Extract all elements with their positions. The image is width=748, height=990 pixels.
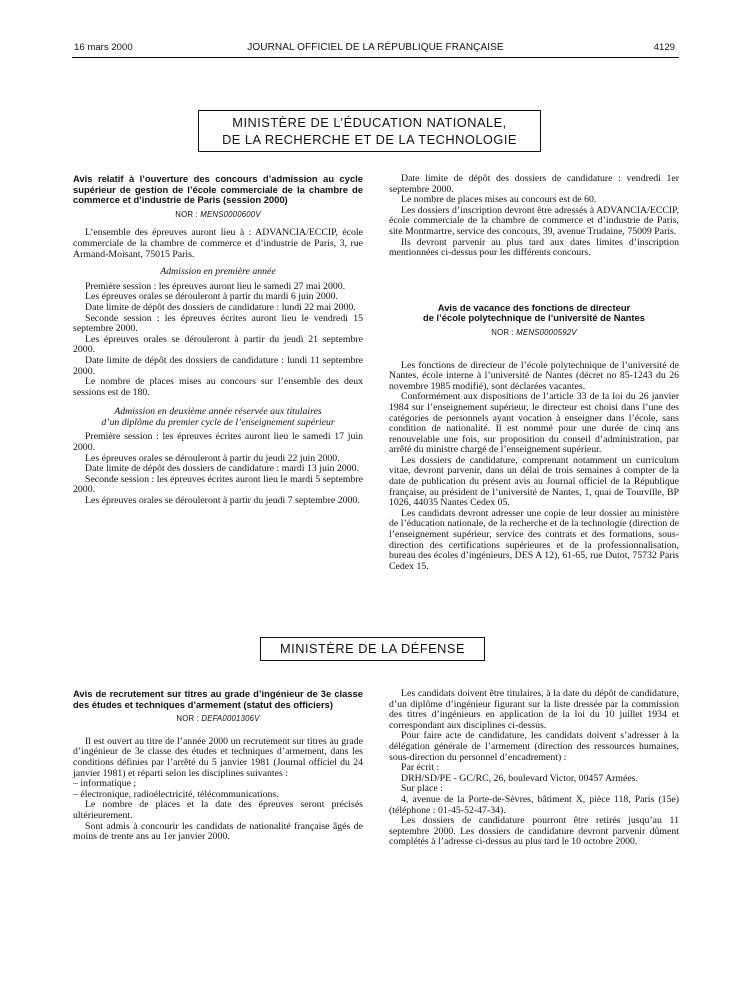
paragraph: Sur place : (401, 783, 443, 795)
paragraph: Sont admis à concourir les candidats de nationalité française âgés de moins de trente ans au 1er janvier 2000. (73, 820, 363, 843)
paragraph: Première session : les épreuves écrites auront lieu le samedi 17 juin 2000. (73, 431, 363, 454)
paragraph: 4, avenue de la Porte-de-Sèvres, bâtiment X, pièce 118, Paris (15e) (téléphone : 01-45-52-47-34). (389, 793, 679, 816)
header-journal-title: JOURNAL OFFICIEL DE LA RÉPUBLIQUE FRANÇAISE (247, 42, 504, 53)
paragraph: Les épreuves orales se dérouleront à partir du jeudi 7 septembre 2000. (85, 495, 360, 507)
ministry-heading-line1: MINISTÈRE DE L’ÉDUCATION NATIONALE, (232, 115, 507, 130)
paragraph: Date limite de dépôt des dossiers de candidature : lundi 22 mai 2000. (85, 301, 356, 313)
paragraph: Les dossiers de candidature pourront être retirés jusqu’au 11 septembre 2000. Les dossiers de candidature devront parvenir dûment complétés à l’adresse ci-dessus au plus tard le 10 octobre 2000. (389, 815, 679, 848)
nor-label: NOR : (176, 714, 202, 724)
paragraph: Les épreuves orales se dérouleront à partir du jeudi 22 juin 2000. (85, 452, 340, 464)
subheading-line: Admission en deuxième année réservée aux titulaires (114, 406, 322, 418)
paragraph: Date limite de dépôt des dossiers de candidature : mardi 13 juin 2000. (85, 463, 359, 475)
paragraph: Pour faire acte de candidature, les candidats doivent s’adresser à la délégation générale de l’armement (direction des ressources humaines, sous-direction du personnel d’encadrement) : (389, 730, 679, 763)
article-1-title: Avis relatif à l’ouverture des concours d’admission au cycle supérieur de gestion de l’école commerciale de la chambre de commerce et d’industrie de Paris (session 2000) (73, 173, 363, 206)
ministry-heading-line2: DE LA RECHERCHE ET DE LA TECHNOLOGIE (222, 132, 517, 147)
nor-code: DEFA0001306V (201, 714, 260, 724)
nor-label: NOR : (175, 209, 201, 219)
title-line: Avis de vacance des fonctions de directeur (437, 301, 631, 313)
paragraph: Les dossiers de candidature, comprenant notamment un curriculum vitae, devront parvenir, dans un délai de trois semaines à compter de la date de publication du présent avis au Journal officiel de la République française, au président de l’université de Nantes, 1, quai de Tourville, BP 1026, 44035 Nantes Cedex 05. (389, 454, 679, 509)
article-1-nor (73, 210, 363, 221)
paragraph: Première session : les épreuves auront lieu le samedi 27 mai 2000. (85, 280, 346, 292)
ministry-heading-defense (260, 637, 485, 661)
ministry-heading-line1: MINISTÈRE DE LA DÉFENSE (279, 641, 465, 656)
list-item: – électronique, radioélectricité, télécommunications. (73, 788, 279, 800)
paragraph: Date limite de dépôt des dossiers de candidature : vendredi 1er septembre 2000. (389, 173, 679, 195)
nor-code: MENS0000592V (516, 327, 577, 337)
paragraph: Les candidats devront adresser une copie de leur dossier au ministère de l’éducation nationale, de la recherche et de la technologie (direction de l’enseignement supérieur, service des contrats et des formations, sous-direction des certifications supérieures et de la professionnalisation, bureau des écoles d’ingénieurs, DES A 12), 61-65, rue Dutot, 75732 Paris Cedex 15. (389, 507, 679, 572)
article-1-subheading-2 (73, 407, 363, 428)
article-1-subheading-1: Admission en première année (160, 266, 276, 278)
paragraph: Les fonctions de directeur de l’école polytechnique de l’université de Nantes, école interne à l’université de Nantes (décret no 85-1243 du 26 novembre 1985 modifié), sont déclarées vacantes. (389, 359, 679, 392)
subheading-line: d’un diplôme du premier cycle de l’enseignement supérieur (101, 416, 335, 428)
article-1-intro: L’ensemble des épreuves auront lieu à : ADVANCIA/ECCIP, école commerciale de la chambre de commerce et d’industrie de Paris, 3, rue Armand-Moisant, 75015 Paris. (73, 227, 363, 260)
article-2-nor (389, 328, 679, 339)
paragraph: Date limite de dépôt des dossiers de candidature : lundi 11 septembre 2000. (73, 354, 363, 377)
right-column-top (389, 174, 679, 572)
article-3-left-column (73, 689, 363, 843)
header-page-number: 4129 (653, 42, 675, 53)
article-3-nor (73, 714, 363, 725)
nor-label: NOR : (491, 327, 517, 337)
ministry-heading-education (198, 110, 541, 152)
paragraph: Conformément aux dispositions de l’article 33 de la loi du 26 janvier 1984 sur l’enseignement supérieur, le directeur est choisi dans l’une des catégories de personnels ayant vocation à enseigner dans l’école, sans condition de nationalité. Il est nommé pour une durée de cinq ans renouvelable une fois, sur proposition du conseil d’administration, par arrêté du ministre chargé de l’enseignement supérieur. (389, 391, 679, 456)
article-3-right-column (389, 689, 679, 848)
header-date: 16 mars 2000 (74, 42, 133, 53)
title-line: de l’école polytechnique de l’université de Nantes (423, 312, 645, 324)
page-header (72, 42, 679, 56)
paragraph: Les dossiers d’inscription devront être adressés à ADVANCIA/ECCIP, école commerciale de la chambre de commerce et d’industrie de Paris, site Montmartre, service des concours, 39, avenue Trudaine, 75009 Paris. (389, 204, 679, 237)
paragraph: Les épreuves orales se dérouleront à partir du jeudi 21 septembre 2000. (73, 333, 363, 356)
paragraph: Ils devront parvenir au plus tard aux dates limites d’inscription mentionnées ci-dessus pour les différents concours. (389, 236, 679, 259)
header-rule (72, 57, 679, 58)
paragraph: Le nombre de places mises au concours sur l’ensemble des deux sessions est de 180. (73, 376, 363, 398)
paragraph: Le nombre de places et la date des épreuves seront précisés ultérieurement. (73, 799, 363, 821)
paragraph: Par écrit : (401, 762, 440, 774)
paragraph: Seconde session : les épreuves écrites auront lieu le vendredi 15 septembre 2000. (73, 312, 363, 335)
article-3-title: Avis de recrutement sur titres au grade d’ingénieur de 3e classe des études et techniques d’armement (statut des officiers) (73, 688, 363, 710)
article-2-title (389, 303, 679, 324)
paragraph: Les épreuves orales se dérouleront à partir du mardi 6 juin 2000. (85, 291, 339, 303)
paragraph: DRH/SD/PE - GC/RC, 26, boulevard Victor, 00457 Armées. (401, 772, 638, 784)
article-1-left-column (73, 174, 363, 507)
paragraph: Les candidats doivent être titulaires, à la date du dépôt de candidature, d’un diplôme d’ingénieur figurant sur la liste dressée par la commission des titres d’ingénieurs en application de la loi du 10 juillet 1934 et correspondant aux disciplines ci-dessus. (389, 688, 679, 731)
list-item: – informatique ; (73, 778, 137, 790)
paragraph: Il est ouvert au titre de l’année 2000 un recrutement sur titres au grade d’ingénieur de 3e classe des études et techniques d’armement, dans les conditions définies par l’arrêté du 5 janvier 1981 (Journal officiel du 24 janvier 1981) et réparti selon les disciplines suivantes : (73, 735, 363, 779)
nor-code: MENS0000600V (200, 209, 261, 219)
paragraph: Seconde session : les épreuves écrites auront lieu le mardi 5 septembre 2000. (73, 473, 363, 496)
paragraph: Le nombre de places mises au concours est de 60. (401, 194, 597, 206)
